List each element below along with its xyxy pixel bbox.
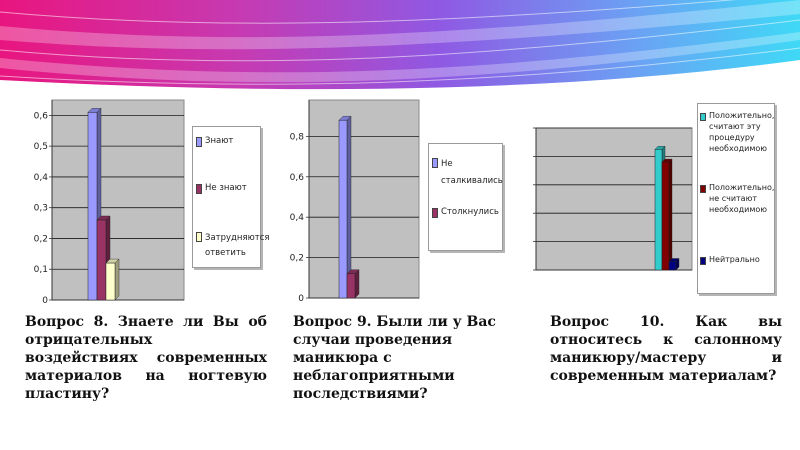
bar [88,112,97,300]
legend-question-10 [697,103,775,294]
legend-item-ne-znayut [196,183,247,194]
bar-side [355,270,359,298]
bar-side [115,259,119,300]
y-tick-label: 0 [298,294,304,304]
caption-question-10: Вопрос 10. Как вы относитесь к салонному маникюру/мастеру и современным материалам? [550,314,782,384]
chart-question-10 [522,124,694,274]
bar [106,263,115,300]
y-tick-label: 0,5 [33,142,48,153]
legend-item-polozhitelno-neobkhodimo [700,110,773,154]
y-tick-label: 0,4 [33,172,48,183]
legend-label: Не сталкивались [441,159,503,186]
y-tick-label: 0 [42,296,48,304]
caption-question-9: Вопрос 9. Были ли у Вас случаи проведения маникюра с неблагоприятными последствиями? [293,314,496,402]
chart-question-8 [20,96,188,304]
legend-swatch [700,185,706,193]
legend-item-znayut [196,136,233,147]
y-tick-label: 0,6 [289,172,304,183]
legend-question-8 [192,126,270,268]
legend-item-polozhitelno-ne-neobkhodimo [700,182,773,215]
bar [655,149,662,270]
bar [347,274,355,298]
caption-question-8: Вопрос 8. Знаете ли Вы об отрицательных воздействиях современных материалов на ногтевую пластину? [25,314,267,402]
legend-item-stolknulis [432,207,499,218]
legend-swatch [432,158,438,168]
plot-area [309,100,419,298]
bar [97,220,106,300]
legend-label: Затрудняются ответить [205,233,270,258]
legend-label: Положительно, считают эту процедуру необходимою [709,111,775,153]
y-tick-label: 0,4 [289,213,304,224]
legend-label: Столкнулись [441,207,499,217]
bar-side [669,159,672,270]
legend-swatch [196,184,202,194]
legend-swatch [700,113,706,121]
y-tick-label: 0,2 [33,234,48,245]
legend-swatch [196,232,202,242]
legend-swatch [432,208,438,218]
bar [669,261,676,270]
legend-swatch [700,257,706,265]
bar [662,162,669,270]
legend-label: Положительно, не считают необходимою [709,183,775,214]
legend-label: Не знают [205,183,247,193]
bar [339,120,347,298]
legend-item-neytralno [700,254,760,265]
legend-swatch [196,137,202,147]
chart-question-9 [285,96,423,306]
legend-label: Знают [205,136,234,146]
y-tick-label: 0,6 [33,111,48,122]
y-tick-label: 0,1 [33,265,48,276]
legend-item-zatrudnyayutsya [196,231,270,261]
y-tick-label: 0,2 [289,253,304,264]
y-tick-label: 0,3 [33,203,48,214]
legend-item-ne-stalkivalis [432,156,503,190]
legend-question-9 [428,143,503,251]
y-tick-label: 0,8 [289,132,304,143]
legend-label: Нейтрально [709,255,760,264]
title-banner [0,0,800,95]
